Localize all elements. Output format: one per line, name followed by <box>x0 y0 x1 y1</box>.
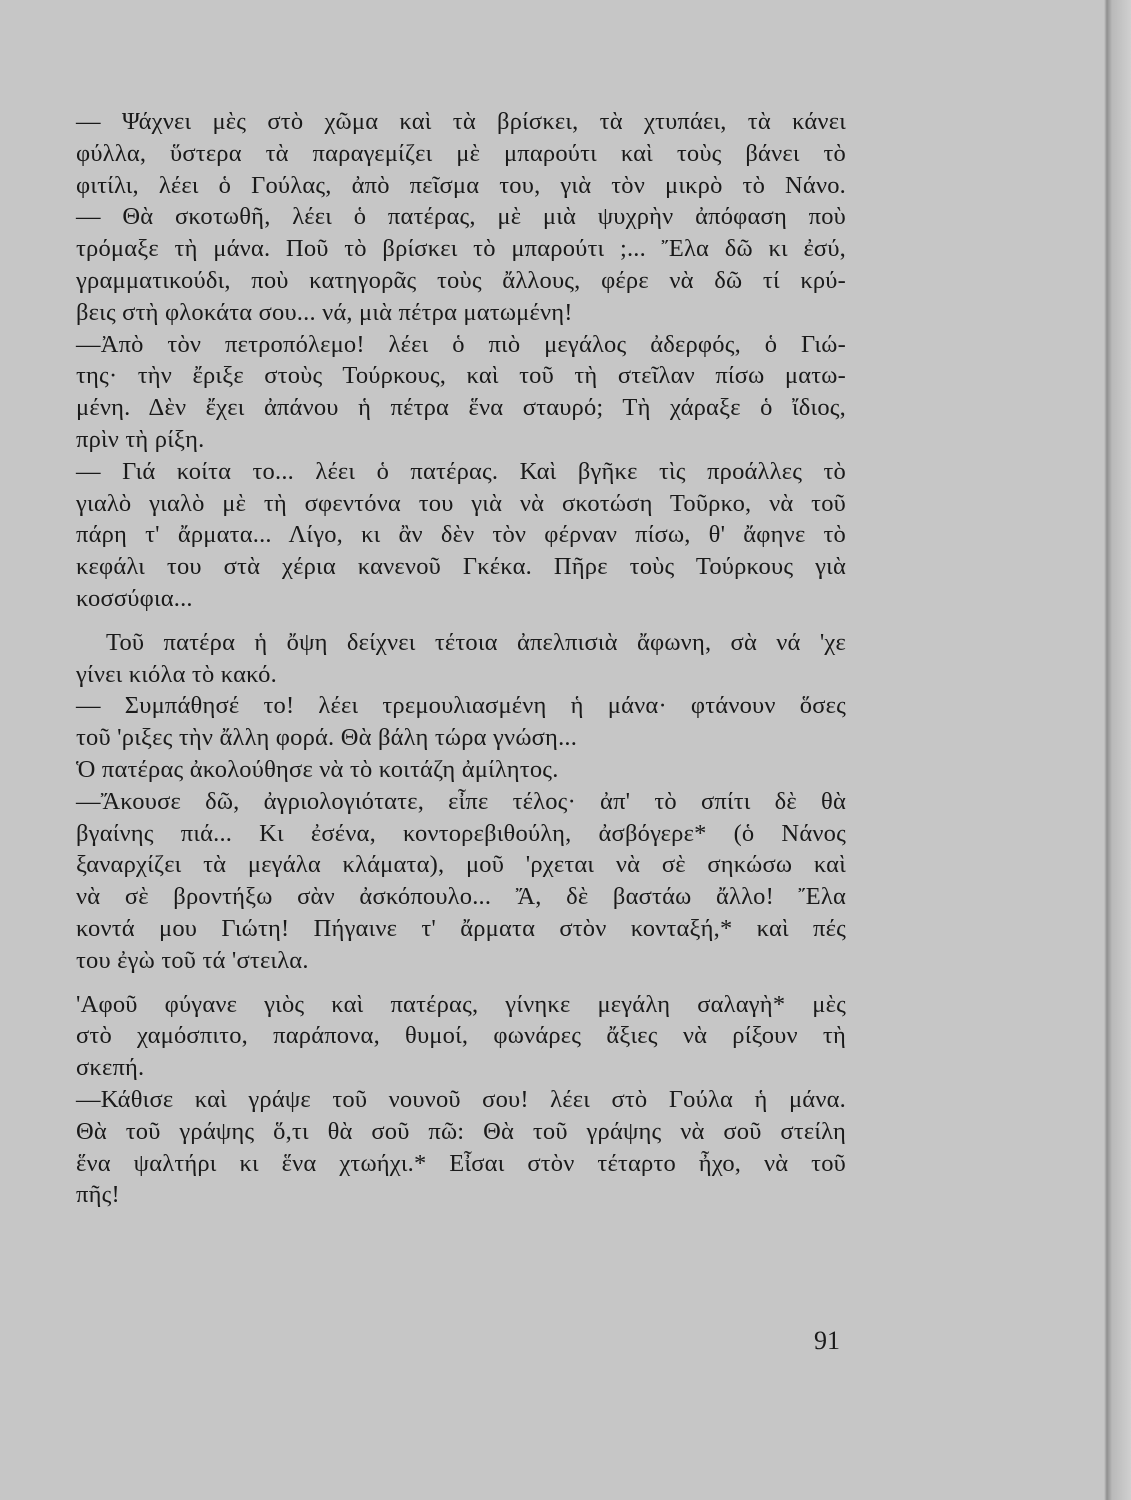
text-line: κοντά μου Γιώτη! Πήγαινε τ' ἄρματα στὸν κονταξή,* καὶ πές <box>76 914 846 942</box>
text-line: του ἐγὼ τοῦ τά 'στειλα. <box>76 946 309 974</box>
text-line: Θὰ τοῦ γράψης ὅ,τι θὰ σοῦ πῶ: Θὰ τοῦ γράψης νὰ σοῦ στείλη <box>76 1117 846 1145</box>
text-line: πάρη τ' ἄρματα... Λίγο, κι ἂν δὲν τὸν φέρναν πίσω, θ' ἄφηνε τὸ <box>76 521 846 549</box>
page-number: 91 <box>814 1326 840 1355</box>
text-line: γίνει κιόλα τὸ κακό. <box>76 660 277 688</box>
text-line: βεις στὴ φλοκάτα σου... νά, μιὰ πέτρα ματωμένη! <box>76 298 573 326</box>
text-line: — Γιά κοίτα το... λέει ὁ πατέρας. Καὶ βγῆκε τὶς προάλλες τὸ <box>76 457 846 485</box>
text-line: τρόμαξε τὴ μάνα. Ποῦ τὸ βρίσκει τὸ μπαρούτι ;... Ἔλα δῶ κι ἐσύ, <box>76 235 846 263</box>
text-line: ἕνα ψαλτήρι κι ἕνα χτωήχι.* Εἶσαι στὸν τέταρτο ἦχο, νὰ τοῦ <box>76 1149 846 1177</box>
text-line: πῆς! <box>76 1181 120 1209</box>
text-line: κεφάλι του στὰ χέρια κανενοῦ Γκέκα. Πῆρε τοὺς Τούρκους γιὰ <box>76 553 846 581</box>
text-line: γραμματικούδι, ποὺ κατηγορᾶς τοὺς ἄλλους, φέρε νὰ δῶ τί κρύ- <box>76 266 846 294</box>
text-line: γιαλὸ γιαλὸ μὲ τὴ σφεντόνα του γιὰ νὰ σκοτώση Τοῦρκο, νὰ τοῦ <box>76 489 846 517</box>
text-line: —Κάθισε καὶ γράψε τοῦ νουνοῦ σου! λέει στὸ Γούλα ἡ μάνα. <box>76 1085 846 1113</box>
text-line: —Ἀπὸ τὸν πετροπόλεμο! λέει ὁ πιὸ μεγάλος ἀδερφός, ὁ Γιώ- <box>76 330 846 358</box>
text-line: Τοῦ πατέρα ἡ ὄψη δείχνει τέτοια ἀπελπισιὰ ἄφωνη, σὰ νά 'χε <box>106 628 846 656</box>
page-edge <box>1104 0 1131 1500</box>
text-line: τοῦ 'ριξες τὴν ἄλλη φορά. Θὰ βάλη τώρα γνώση... <box>76 724 578 752</box>
text-line: —Ἄκουσε δῶ, ἀγριολογιότατε, εἶπε τέλος· ἀπ' τὸ σπίτι δὲ θὰ <box>76 787 846 815</box>
text-line: της· τὴν ἔριξε στοὺς Τούρκους, καὶ τοῦ τὴ στεῖλαν πίσω ματω- <box>76 362 846 390</box>
text-line: στὸ χαμόσπιτο, παράπονα, θυμοί, φωνάρες ἄξιες νὰ ρίξουν τὴ <box>76 1022 846 1050</box>
text-line: πρὶν τὴ ρίξη. <box>76 425 205 453</box>
text-line: κοσσύφια... <box>76 584 193 612</box>
text-line: νὰ σὲ βροντήξω σὰν ἀσκόπουλο... Ἄ, δὲ βαστάω ἄλλο! Ἔλα <box>76 883 846 911</box>
text-line: φύλλα, ὕστερα τὰ παραγεμίζει μὲ μπαρούτι καὶ τοὺς βάνει τὸ <box>76 139 846 167</box>
text-line: ξαναρχίζει τὰ μεγάλα κλάματα), μοῦ 'ρχεται νὰ σὲ σηκώσω καὶ <box>76 851 846 879</box>
body-text <box>76 106 846 1211</box>
text-line: Ὁ πατέρας ἀκολούθησε νὰ τὸ κοιτάζη ἀμίλητος. <box>76 755 559 783</box>
text-line: — Συμπάθησέ το! λέει τρεμουλιασμένη ἡ μάνα· φτάνουν ὅσες <box>76 692 846 720</box>
text-line: — Θὰ σκοτωθῆ, λέει ὁ πατέρας, μὲ μιὰ ψυχρὴν ἀπόφαση ποὺ <box>76 203 846 231</box>
text-line: σκεπή. <box>76 1054 145 1082</box>
text-line: μένη. Δὲν ἔχει ἀπάνου ἡ πέτρα ἕνα σταυρό; Τὴ χάραξε ὁ ἴδιος, <box>76 394 846 422</box>
text-line: 'Αφοῦ φύγανε γιὸς καὶ πατέρας, γίνηκε μεγάλη σαλαγὴ* μὲς <box>76 990 846 1018</box>
text-line: βγαίνης πιά... Κι ἐσένα, κοντορεβιθούλη, ἀσβόγερε* (ὁ Νάνος <box>76 819 846 847</box>
text-line: φιτίλι, λέει ὁ Γούλας, ἀπὸ πεῖσμα του, γιὰ τὸν μικρὸ τὸ Νάνο. <box>76 171 846 199</box>
text-line: — Ψάχνει μὲς στὸ χῶμα καὶ τὰ βρίσκει, τὰ χτυπάει, τὰ κάνει <box>76 108 846 135</box>
